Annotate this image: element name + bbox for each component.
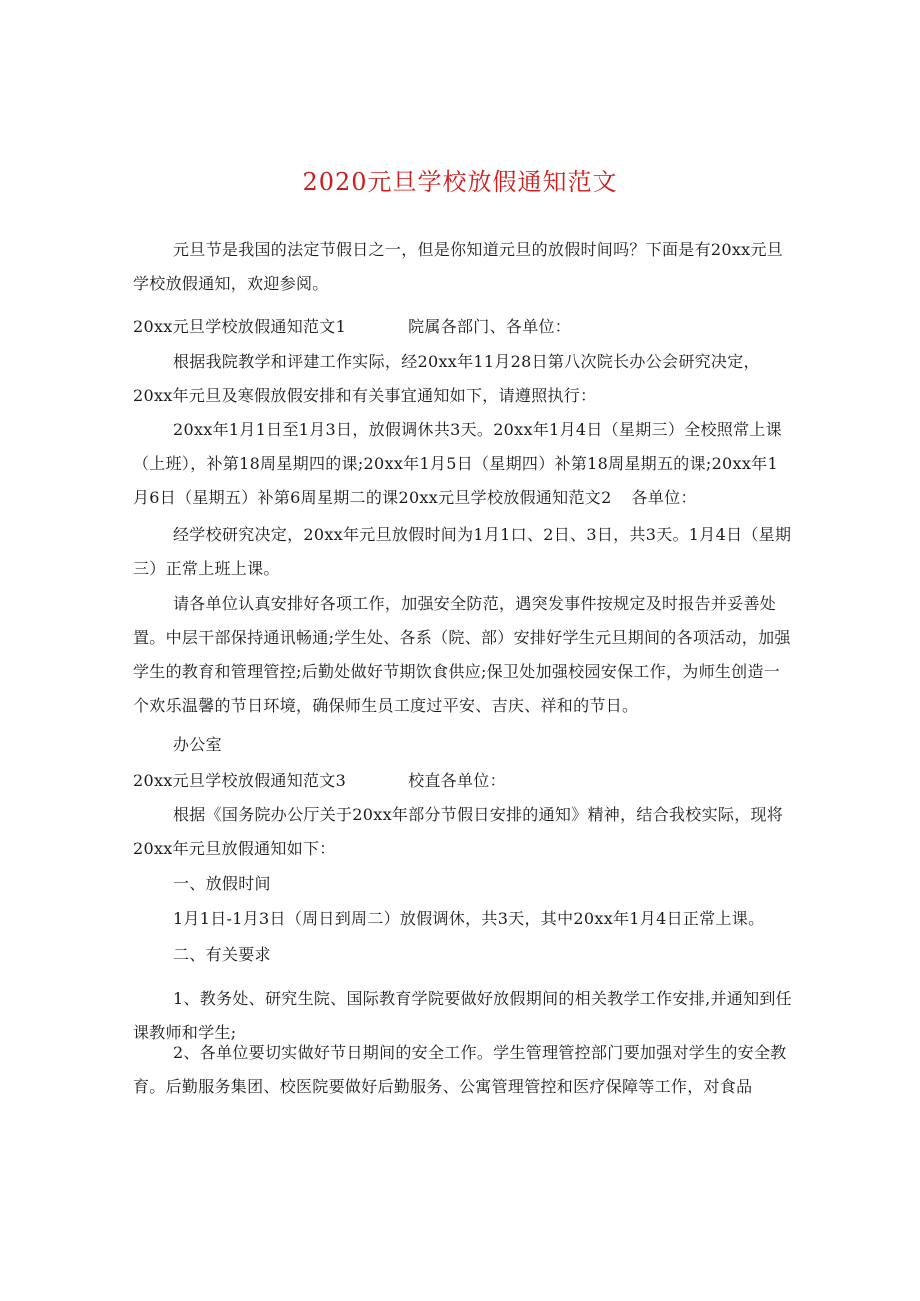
- sample3-heading-line: [133, 764, 793, 798]
- section1-heading: 一、放假时间: [173, 874, 271, 893]
- sample1-addressee: 院属各部门、各单位：: [408, 317, 572, 336]
- intro-paragraph: 元旦节是我国的法定节假日之一，但是你知道元旦的放假时间吗？下面是有20xx元旦学校放假通知，欢迎参阅。: [133, 240, 784, 293]
- sample1-heading-line: [133, 310, 793, 344]
- sample1-paragraph-1: 根据我院教学和评建工作实际，经20xx年11月28日第八次院长办公会研究决定，20xx年元旦及寒假放假安排和有关事宜通知如下，请遵照执行：: [133, 352, 760, 405]
- sample2-paragraph-1: 经学校研究决定，20xx年元旦放假时间为1月1口、2日、3日，共3天。1月4日（星期三）正常上班上课。: [133, 525, 792, 578]
- sample2-addressee: 各单位：: [631, 488, 697, 507]
- sample2-signature: 办公室: [173, 735, 222, 754]
- sample3-heading: 20xx元旦学校放假通知范文3: [133, 771, 347, 790]
- requirement-2: 2、各单位要切实做好节日期间的安全工作。学生管理管控部门要加强对学生的安全教育。后勤服务集团、校医院要做好后勤服务、公寓管理管控和医疗保障等工作，对食品: [133, 1043, 787, 1096]
- sample3-addressee: 校直各单位：: [408, 771, 506, 790]
- sample1-paragraph-2-text: 20xx年1月1日至1月3日，放假调休共3天。20xx年1月4日（星期三）全校照常上课（上班），补第18周星期四的课;20xx年1月5日（星期四）补第18周星期五的课;20xx年1月6日（星期五）补第6周星期二的课20xx元旦学校放假通知范文2: [133, 420, 782, 507]
- sample1-paragraph-2: [133, 413, 793, 515]
- sample3-paragraph-1: 根据《国务院办公厅关于20xx年部分节假日安排的通知》精神，结合我校实际，现将20xx年元旦放假通知如下：: [133, 805, 784, 858]
- section1-text: 1月1日-1月3日（周日到周二）放假调休，共3天，其中20xx年1月4日正常上课。: [173, 909, 765, 928]
- sample1-heading: 20xx元旦学校放假通知范文1: [133, 317, 347, 336]
- sample2-paragraph-2: 请各单位认真安排好各项工作，加强安全防范，遇突发事件按规定及时报告并妥善处置。中层干部保持通讯畅通;学生处、各系（院、部）安排好学生元旦期间的各项活动，加强学生的教育和管理管控;后勤处做好节期饮食供应;保卫处加强校园安保工作，为师生创造一个欢乐温馨的节日环境，确保师生员工度过平安、吉庆、祥和的节日。: [133, 594, 791, 715]
- document-title: 2020元旦学校放假通知范文: [302, 168, 618, 196]
- section2-heading: 二、有关要求: [173, 945, 271, 964]
- requirement-1: 1、教务处、研究生院、国际教育学院要做好放假期间的相关教学工作安排,并通知到任课教师和学生;: [133, 989, 792, 1042]
